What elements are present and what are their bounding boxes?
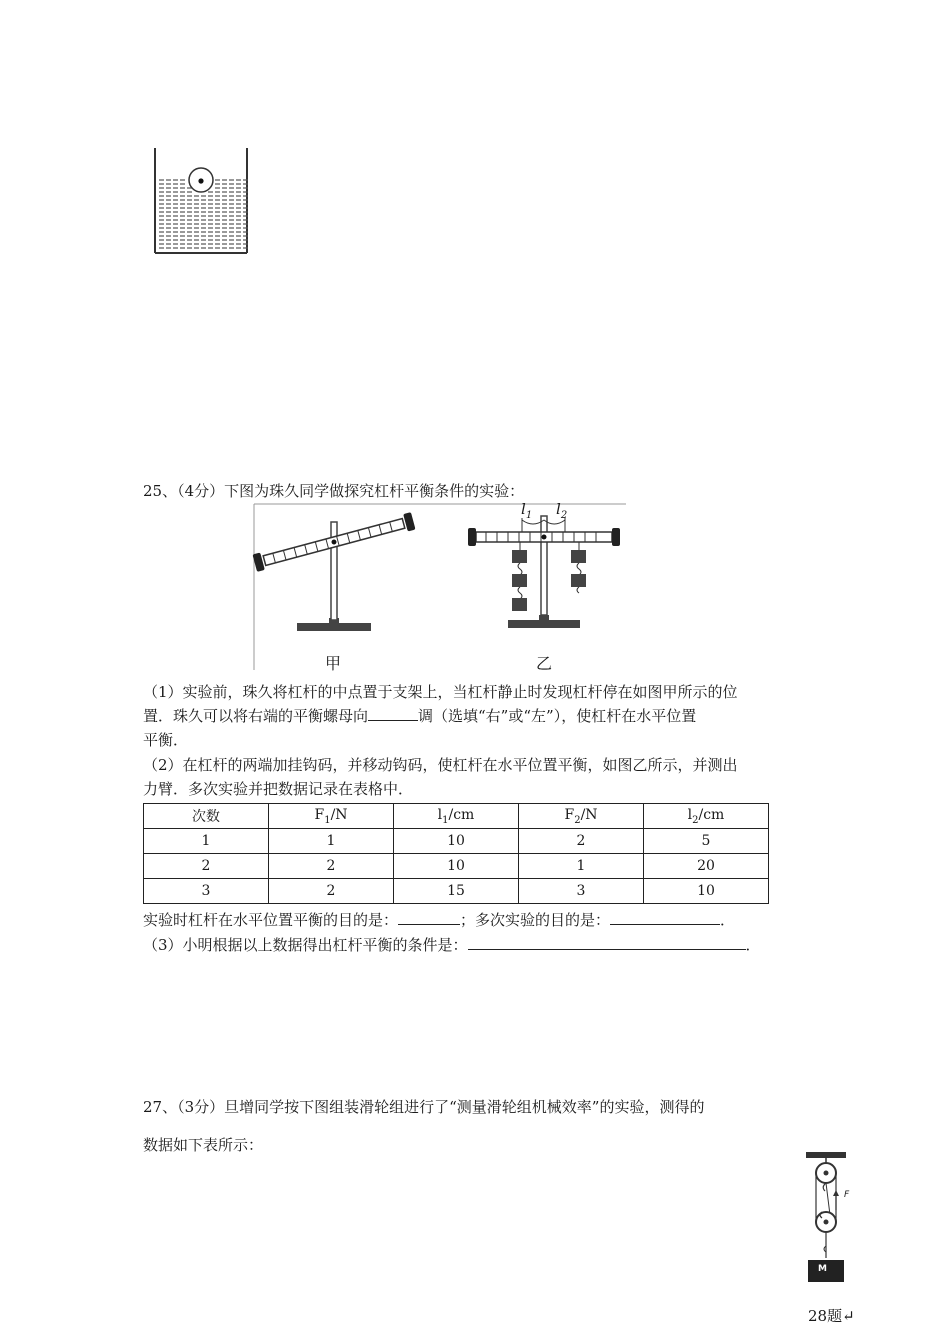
table-cell: 2 bbox=[269, 854, 394, 879]
table-cell: 10 bbox=[394, 854, 519, 879]
label-l2: $l_2$ bbox=[556, 500, 568, 521]
q25-p3: （3）小明根据以上数据得出杠杆平衡的条件是： ． bbox=[143, 936, 761, 954]
q27-line2: 数据如下表所示： bbox=[143, 1136, 264, 1154]
header-count: 次数 bbox=[144, 804, 269, 829]
table-cell: 3 bbox=[144, 879, 269, 904]
table-cell: 10 bbox=[394, 829, 519, 854]
table-cell: 1 bbox=[269, 829, 394, 854]
q25-p1-line3: 平衡． bbox=[143, 731, 189, 749]
table-header-row bbox=[144, 804, 769, 829]
figure-caption-28: 28题↵ bbox=[808, 1307, 855, 1325]
container-figure bbox=[148, 146, 254, 256]
table-cell: 10 bbox=[644, 879, 769, 904]
table-row bbox=[144, 829, 769, 854]
lever-yi bbox=[468, 516, 620, 628]
data-table bbox=[143, 803, 769, 904]
q25-p2-line1: （2）在杠杆的两端加挂钩码，并移动钩码，使杠杆在水平位置平衡，如图乙所示，并测出 bbox=[143, 756, 738, 774]
pulley-mass-label: M bbox=[818, 1264, 827, 1274]
table-cell: 3 bbox=[519, 879, 644, 904]
label-l1: $l_1$ bbox=[521, 500, 533, 521]
table-cell: 1 bbox=[519, 854, 644, 879]
q25-p2-line2: 力臂．多次实验并把数据记录在表格中． bbox=[143, 780, 414, 798]
q27-line1: 27、（3分）旦增同学按下图组装滑轮组进行了“测量滑轮组机械效率”的实验，测得的 bbox=[143, 1098, 705, 1116]
table-row bbox=[144, 879, 769, 904]
table-row bbox=[144, 854, 769, 879]
table-cell: 20 bbox=[644, 854, 769, 879]
answer-blank-direction[interactable] bbox=[368, 706, 418, 721]
answer-blank-multiple[interactable] bbox=[610, 910, 720, 925]
table-cell: 1 bbox=[144, 829, 269, 854]
header-l1: $l_1/cm$ bbox=[394, 804, 519, 829]
header-f2: $F_2/N$ bbox=[519, 804, 644, 829]
table-cell: 2 bbox=[144, 854, 269, 879]
q25-p1-line1: （1）实验前，珠久将杠杆的中点置于支架上，当杠杆静止时发现杠杆停在如图甲所示的位 bbox=[143, 683, 738, 701]
table-cell: 15 bbox=[394, 879, 519, 904]
lever-figures bbox=[252, 502, 628, 672]
lever-jia bbox=[252, 512, 415, 631]
figure-label-jia: 甲 bbox=[325, 654, 342, 673]
figure-label-yi: 乙 bbox=[536, 654, 553, 673]
header-l2: $l_2/cm$ bbox=[644, 804, 769, 829]
table-cell: 5 bbox=[644, 829, 769, 854]
q25-heading: 25、（4分）下图为珠久同学做探究杠杆平衡条件的实验： bbox=[143, 482, 525, 500]
answer-blank-condition[interactable] bbox=[468, 935, 746, 950]
table-cell: 2 bbox=[269, 879, 394, 904]
header-f1: $F_1/N$ bbox=[269, 804, 394, 829]
q25-after-table: 实验时杠杆在水平位置平衡的目的是： ；多次实验的目的是： ． bbox=[143, 911, 736, 929]
pulley-force-label: F bbox=[844, 1190, 850, 1200]
table-cell: 2 bbox=[519, 829, 644, 854]
q25-p1-line2: 置．珠久可以将右端的平衡螺母向 调（选填“右”或“左”），使杠杆在水平位置 bbox=[143, 707, 697, 725]
answer-blank-purpose[interactable] bbox=[398, 910, 460, 925]
